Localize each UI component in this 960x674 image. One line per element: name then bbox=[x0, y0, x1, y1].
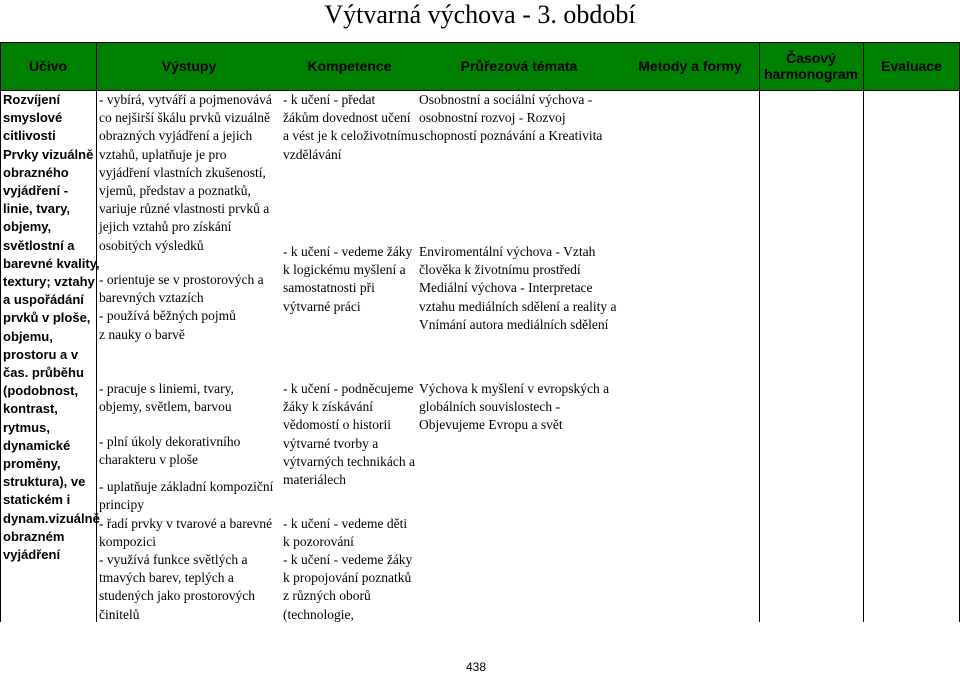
vystupy-block-5: - uplatňuje základní kompoziční principy bbox=[99, 479, 274, 513]
header-ucivo: Učivo bbox=[28, 58, 68, 74]
header-evaluace: Evaluace bbox=[881, 58, 942, 74]
kompetence-block-2: - k učení - vedeme žáky k logickému myšlení a samostatnosti při výtvarné práci bbox=[283, 244, 413, 314]
vystupy-block-1: - vybírá, vytváří a pojmenovává co nejširší škálu prvků vizuálně obrazných vyjádření a jejich vztahů, uplatňuje je pro vyjádření vlastních zkušeností, vjemů, představ a poznatků, variuje různé vlastnosti prvků a jejich vztahů pro získání osobitých výsledků bbox=[99, 92, 272, 253]
ucivo-cell: Rozvíjení smyslové citlivosti Prvky vizuálně obrazného vyjádření - linie, tvary, objemy, světlostní a barevné kvality, textury; vztahy a uspořádání prvků v ploše, objemu, prostoru a v čas. průběhu (podobnost, kontrast, rytmus, dynamické proměny, struktura), ve statickém i dynam.vizuálně obrazném vyjádření bbox=[3, 92, 100, 563]
header-vystupy: Výstupy bbox=[161, 58, 217, 74]
prurezova-block-3: Výchova k myšlení v evropských a globálních souvislostech - Objevujeme Evropu a svět bbox=[419, 381, 610, 433]
kompetence-block-5: - k učení - vedeme žáky k propojování poznatků z různých oborů (technologie, bbox=[283, 552, 413, 622]
kompetence-block-3: - k učení - podněcujeme žáky k získávání vědomostí o historii výtvarné tvorby a výtvarných technikách a materiálech bbox=[283, 381, 415, 488]
prurezova-block-1: Osobnostní a sociální výchova - osobnostní rozvoj - Rozvoj schopností poznávání a Kreativita bbox=[419, 92, 603, 144]
vystupy-block-7: - využívá funkce světlých a tmavých barev, teplých a studených jako prostorových činitelů bbox=[99, 552, 255, 622]
vystupy-block-2: - orientuje se v prostorových a barevných vztazích - používá běžných pojmů z nauky o barvě bbox=[99, 272, 264, 342]
kompetence-block-4: - k učení - vedeme děti k pozorování bbox=[283, 516, 408, 550]
header-casovy-harmonogram: Časový harmonogram bbox=[763, 50, 859, 82]
kompetence-block-1: - k učení - předat žákům dovednost učení a vést je k celoživotnímu vzdělávání bbox=[283, 92, 418, 162]
header-prurezova-temata: Průřezová témata bbox=[460, 58, 578, 74]
page-title: Výtvarná výchova - 3. období bbox=[324, 0, 636, 29]
vystupy-block-4: - plní úkoly dekorativního charakteru v ploše bbox=[99, 434, 241, 468]
page-number: 438 bbox=[466, 660, 487, 674]
header-kompetence: Kompetence bbox=[307, 58, 392, 74]
vystupy-block-3: - pracuje s liniemi, tvary, objemy, světlem, barvou bbox=[99, 381, 234, 415]
prurezova-block-2: Enviromentální výchova - Vztah člověka k životnímu prostředí Mediální výchova - Interpretace vztahu mediálních sdělení a reality a Vnímání autora mediálních sdělení bbox=[419, 244, 617, 332]
header-metody-a-formy: Metody a formy bbox=[638, 58, 742, 74]
vystupy-block-6: - řadí prvky v tvarové a barevné kompozici bbox=[99, 516, 273, 550]
